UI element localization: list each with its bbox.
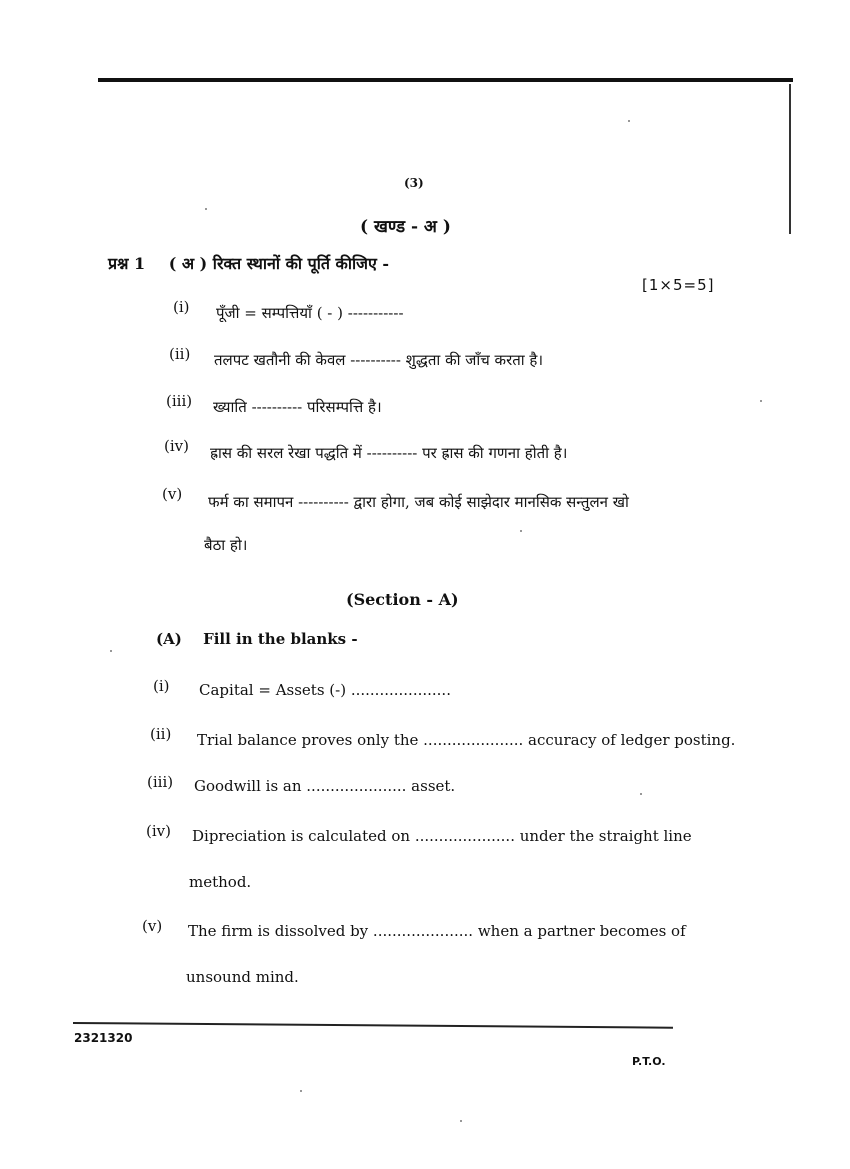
hindi-item-text: ह्रास की सरल रेखा पद्धति में ---------- पर ह्रास की गणना होती है। [210,444,568,462]
right-edge-rule [789,84,791,234]
english-question-header [156,630,358,648]
paper-code: 2321320 [74,1031,133,1045]
hindi-section-heading: ( खण्ड - अ ) [360,217,451,237]
english-instruction: Fill in the blanks - [203,630,358,648]
scan-speck [760,400,762,402]
english-item-text: The firm is dissolved by ..................... when a partner becomes of [188,922,686,940]
question-label: प्रश्न 1 [108,254,146,273]
marks-label: [1×5=5] [642,276,715,294]
scan-speck [628,120,630,122]
part-label: ( अ ) [168,254,208,273]
hindi-item-text: फर्म का समापन ---------- द्वारा होगा, जब कोई साझेदार मानसिक सन्तुलन खो [208,493,629,511]
english-item-text: Goodwill is an ..................... asset. [194,777,456,795]
english-item-number: (ii) [150,725,172,743]
scan-speck [205,208,207,210]
hindi-question-header [108,252,389,274]
english-section-heading: (Section - A) [346,590,459,609]
scan-speck [460,1120,462,1122]
page-number: (3) [404,176,424,190]
english-item-number: (i) [153,677,170,695]
hindi-item-number: (i) [173,298,190,316]
hindi-item-number: (iv) [164,437,189,455]
english-item-text: Trial balance proves only the ..................... accuracy of ledger posting. [197,731,736,749]
english-item-number: (v) [142,917,163,935]
scan-speck [640,793,642,795]
hindi-item-number: (v) [162,485,183,503]
scan-speck [300,1090,302,1092]
english-item-continuation: method. [189,873,252,891]
top-rule [98,78,793,82]
english-item-text: Capital = Assets (-) ..................... [199,681,451,699]
hindi-item-text: तलपट खतौनी की केवल ---------- शुद्धता की जाँच करता है। [214,351,544,369]
hindi-item-number: (iii) [166,392,193,410]
english-item-text: Dipreciation is calculated on ..................... under the straight line [192,827,692,845]
hindi-item-text: पूँजी = सम्पत्तियाँ ( - ) ----------- [216,304,404,322]
english-item-number: (iii) [147,773,174,791]
hindi-instruction: रिक्त स्थानों की पूर्ति कीजिए - [212,254,390,273]
hindi-item-continuation: बैठा हो। [204,536,248,554]
bottom-rule [73,1022,673,1029]
scan-speck [520,530,522,532]
english-item-continuation: unsound mind. [186,968,299,986]
english-item-number: (iv) [146,822,171,840]
hindi-item-number: (ii) [169,345,191,363]
english-part-label: (A) [156,630,182,648]
scan-speck [110,650,112,652]
hindi-item-text: ख्याति ---------- परिसम्पत्ति है। [213,398,382,416]
pto-label: P.T.O. [632,1055,666,1068]
